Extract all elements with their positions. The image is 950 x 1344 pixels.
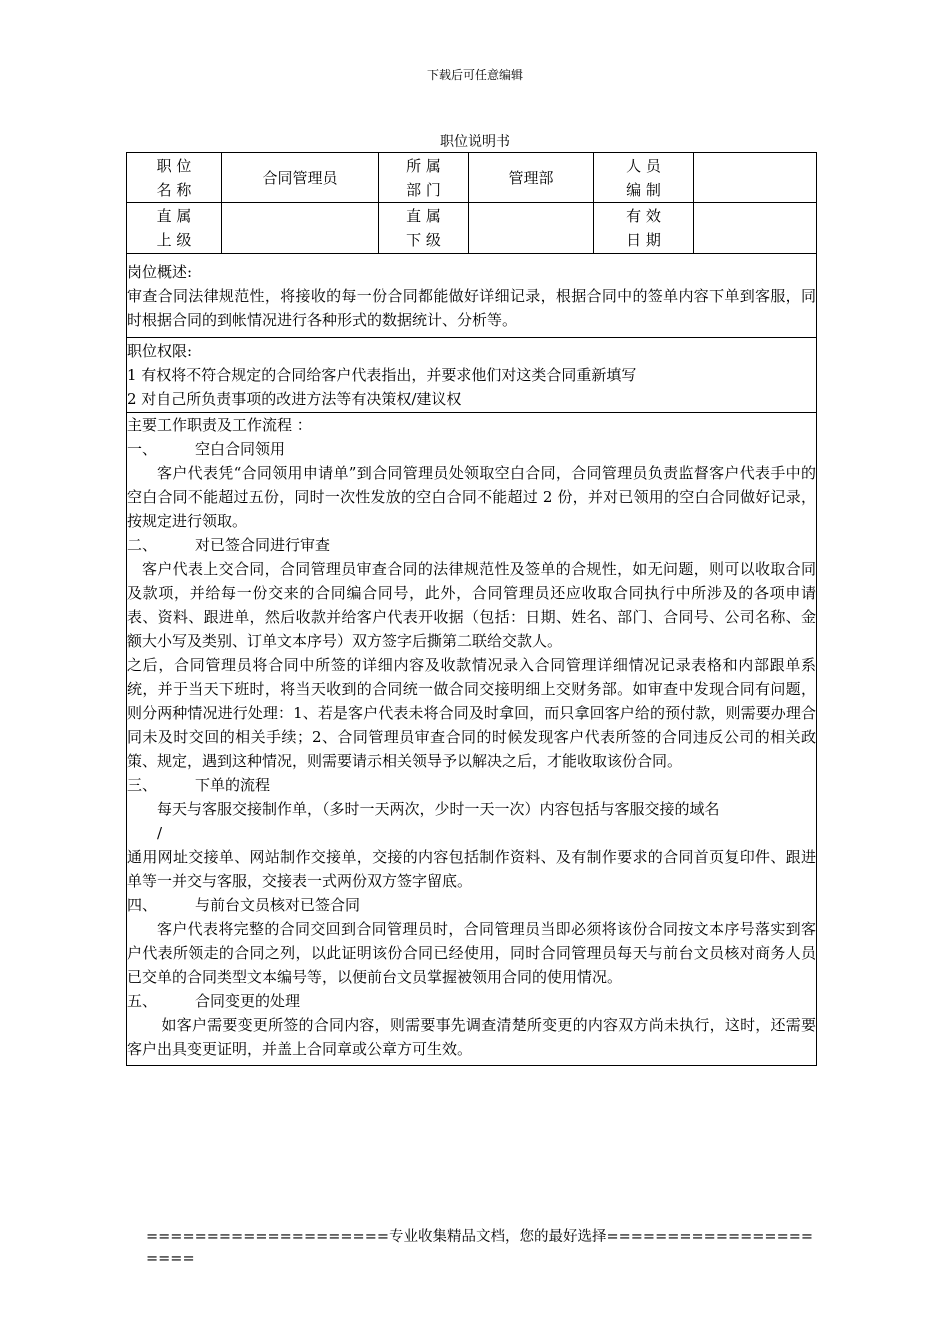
section-heading: 一、 空白合同领用 [127, 440, 286, 458]
table-row [127, 338, 817, 413]
direct-superior-value [222, 203, 379, 254]
direct-subordinate-value [469, 203, 594, 254]
position-name-value: 合同管理员 [222, 153, 379, 203]
authority-item: 1 有权将不符合规定的合同给客户代表指出，并要求他们对这类合同重新填写 [127, 366, 637, 384]
paragraph: 通用网址交接单、网站制作交接单，交接的内容包括制作资料、及有制作要求的合同首页复印件、跟进单等一并交与客服，交接表一式两份双方签字留底。 [127, 848, 816, 890]
section-heading: 五、 合同变更的处理 [127, 992, 301, 1010]
headcount-label: 人 员 编 制 [594, 153, 694, 203]
table-row [127, 153, 817, 203]
job-description-table [126, 152, 817, 1066]
section-heading: 二、 对已签合同进行审查 [127, 536, 331, 554]
paragraph: 客户代表上交合同，合同管理员审查合同的法律规范性及签单的合规性，如无问题，则可以收取合同及款项，并给每一份交来的合同编合同号，此外，合同管理员还应收取合同执行中所涉及的各项申请表、资料、跟进单，然后收款并给客户代表开收据（包括：日期、姓名、部门、合同号、公司名称、金额大小写及类别、订单文本序号）双方签字后撕第二联给交款人。 [127, 560, 816, 650]
duties-section [127, 413, 817, 1066]
position-name-label: 职 位 名 称 [127, 153, 222, 203]
paragraph-continuation: / [157, 824, 163, 842]
department-value: 管理部 [469, 153, 594, 203]
paragraph: 之后，合同管理员将合同中所签的详细内容及收款情况录入合同管理详细情况记录表格和内部跟单系统，并于当天下班时，将当天收到的合同统一做合同交接明细上交财务部。如审查中发现合同有问题，则分两种情况进行处理：1、若是客户代表未将合同及时拿回，而只拿回客户给的预付款，则需要办理合同未及时交回的相关手续；2、合同管理员审查合同的时候发现客户代表所签的合同违反公司的相关政策、规定，遇到这种情况，则需要请示相关领导予以解决之后，才能收取该份合同。 [127, 656, 816, 770]
overview-heading: 岗位概述: [127, 262, 193, 281]
authority-heading: 职位权限: [127, 342, 193, 360]
department-label: 所 属 部 门 [379, 153, 469, 203]
direct-subordinate-label: 直 属 下 级 [379, 203, 469, 254]
section-heading: 三、 下单的流程 [127, 776, 271, 794]
table-row [127, 203, 817, 254]
overview-text: 审查合同法律规范性，将接收的每一份合同都能做好详细记录，根据合同中的签单内容下单到客服，同时根据合同的到帐情况进行各种形式的数据统计、分析等。 [127, 286, 816, 329]
headcount-value [694, 153, 817, 203]
paragraph: 每天与客服交接制作单，（多时一天两次，少时一天一次）内容包括与客服交接的域名 [157, 800, 720, 818]
table-row [127, 254, 817, 338]
authority-section [127, 338, 817, 413]
direct-superior-label: 直 属 上 级 [127, 203, 222, 254]
footer-banner: ====================专业收集精品文档，您的最好选择===================== [146, 1229, 814, 1267]
paragraph: 客户代表凭“合同领用申请单”到合同管理员处领取空白合同，合同管理员负责监督客户代表手中的空白合同不能超过五份，同时一次性发放的空白合同不能超过 2 份，并对已领用的空白合同做好记录，按规定进行领取。 [127, 464, 816, 530]
paragraph: 客户代表将完整的合同交回到合同管理员时，合同管理员当即必须将该份合同按文本序号落实到客户代表所领走的合同之列，以此证明该份合同已经使用，同时合同管理员每天与前台文员核对商务人员已交单的合同类型文本编号等，以便前台文员掌握被领用合同的使用情况。 [127, 920, 816, 986]
document-title: 职位说明书 [440, 134, 510, 150]
effective-date-label: 有 效 日 期 [594, 203, 694, 254]
section-heading: 四、 与前台文员核对已签合同 [127, 896, 361, 914]
table-row [127, 413, 817, 1066]
overview-section [127, 254, 817, 338]
download-note: 下载后可任意编辑 [426, 68, 523, 82]
paragraph: 如客户需要变更所签的合同内容，则需要事先调查清楚所变更的内容双方尚未执行，这时，还需要客户出具变更证明，并盖上合同章或公章方可生效。 [127, 1016, 816, 1058]
duties-heading: 主要工作职责及工作流程 ： [127, 416, 312, 434]
effective-date-value [694, 203, 817, 254]
authority-item: 2 对自己所负责事项的改进方法等有决策权/建议权 [127, 390, 462, 408]
